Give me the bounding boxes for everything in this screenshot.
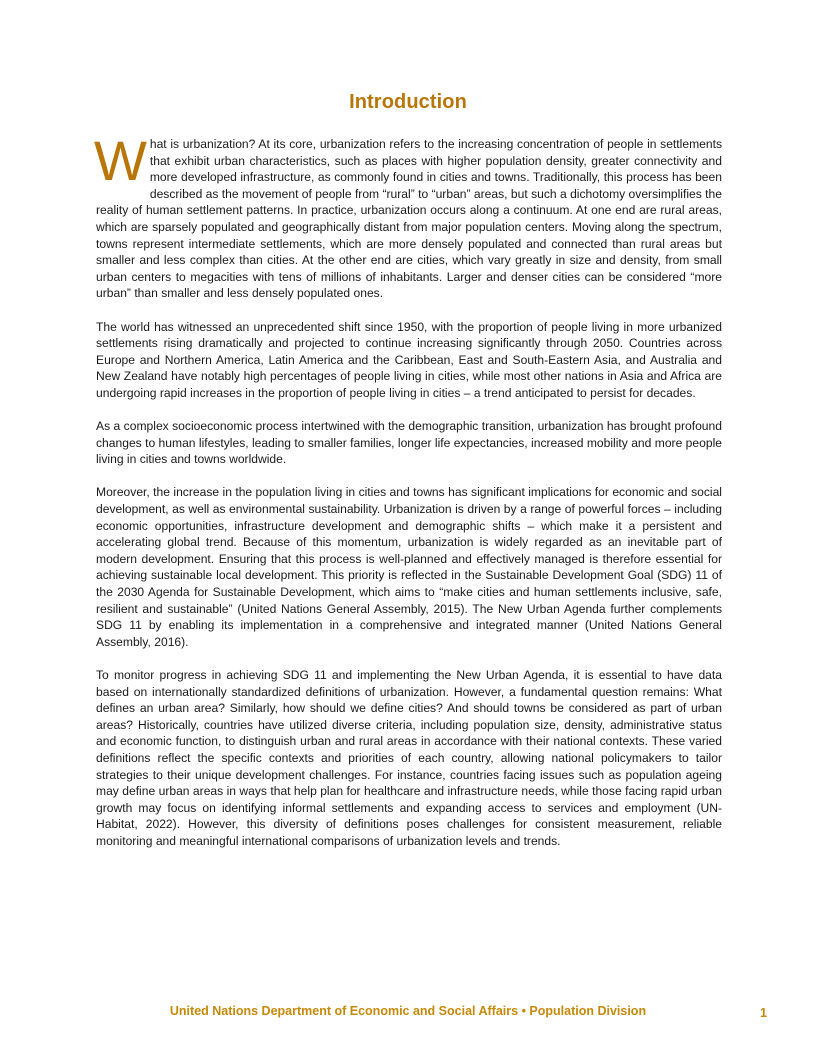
paragraph-3: As a complex socioeconomic process intertwined with the demographic transition, urbanization has brought profound changes to human lifestyles, leading to smaller families, longer life expectancies, increased mobility and more people living in cities and towns worldwide. bbox=[96, 419, 722, 467]
paragraph-1-text: hat is urbanization? At its core, urbanization refers to the increasing concentration of people in settlements that exhibit urban characteristics, such as places with higher population density, greater connectivity and more developed infrastructure, as commonly found in cities and towns. Traditionally, this process has been described as the movement of people from “rural” to “urban” areas, but such a dichotomy oversimplifies the reality of human settlement patterns. In practice, urbanization occurs along a continuum. At one end are rural areas, which are sparsely populated and geographically distant from major population centers. Moving along the spectrum, towns represent intermediate settlements, which are more densely populated and connected than rural areas but smaller and less complex than cities. At the other end are cities, which vary greatly in size and density, from small urban centers to megacities with tens of millions of inhabitants. Larger and denser cities can be considered “more urban” than smaller and less densely populated ones. bbox=[96, 137, 722, 301]
page-number: 1 bbox=[760, 1006, 767, 1020]
footer-text: United Nations Department of Economic and Social Affairs • Population Division bbox=[169, 1004, 647, 1018]
paragraph-5: To monitor progress in achieving SDG 11 and implementing the New Urban Agenda, it is essential to have data based on internationally standardized definitions of urbanization. However, a fundamental question remains: What defines an urban area? Similarly, how should we define cities? And should towns be considered as part of urban areas? Historically, countries have utilized diverse criteria, including population size, density, administrative status and economic function, to distinguish urban and rural areas in accordance with their national contexts. These varied definitions reflect the specific contexts and priorities of each country, allowing national policymakers to tailor strategies to their unique development challenges. For instance, countries facing issues such as population ageing may define urban areas in ways that help plan for healthcare and infrastructure needs, while those facing rapid urban growth may focus on identifying informal settlements and expanding access to services and employment (UN-Habitat, 2022). However, this diversity of definitions poses challenges for consistent measurement, reliable monitoring and meaningful international comparisons of urbanization levels and trends. bbox=[96, 668, 722, 848]
body-text bbox=[94, 129, 722, 866]
drop-cap: W bbox=[94, 129, 147, 192]
paragraph-1 bbox=[94, 129, 722, 302]
page-title: Introduction bbox=[349, 91, 467, 113]
paragraph-2: The world has witnessed an unprecedented shift since 1950, with the proportion of people living in more urbanized settlements rising dramatically and projected to continue increasing significantly through 2050. Countries across Europe and Northern America, Latin America and the Caribbean, East and South-Eastern Asia, and Australia and New Zealand have notably high percentages of people living in cities, while most other nations in Asia and Africa are undergoing rapid increases in the proportion of people living in cities – a trend anticipated to persist for decades. bbox=[96, 319, 722, 400]
paragraph-4: Moreover, the increase in the population living in cities and towns has significant implications for economic and social development, as well as environmental sustainability. Urbanization is driven by a range of powerful forces – including economic opportunities, infrastructure development and demographic shifts – which make it a persistent and accelerating global trend. Because of this momentum, urbanization is widely regarded as an inevitable part of modern development. Ensuring that this process is well-planned and effectively managed is therefore essential for achieving sustainable local development. This priority is reflected in the Sustainable Development Goal (SDG) 11 of the 2030 Agenda for Sustainable Development, which aims to “make cities and human settlements inclusive, safe, resilient and sustainable” (United Nations General Assembly, 2015). The New Urban Agenda further complements SDG 11 by enabling its implementation in a comprehensive and integrated manner (United Nations General Assembly, 2016). bbox=[96, 485, 722, 649]
